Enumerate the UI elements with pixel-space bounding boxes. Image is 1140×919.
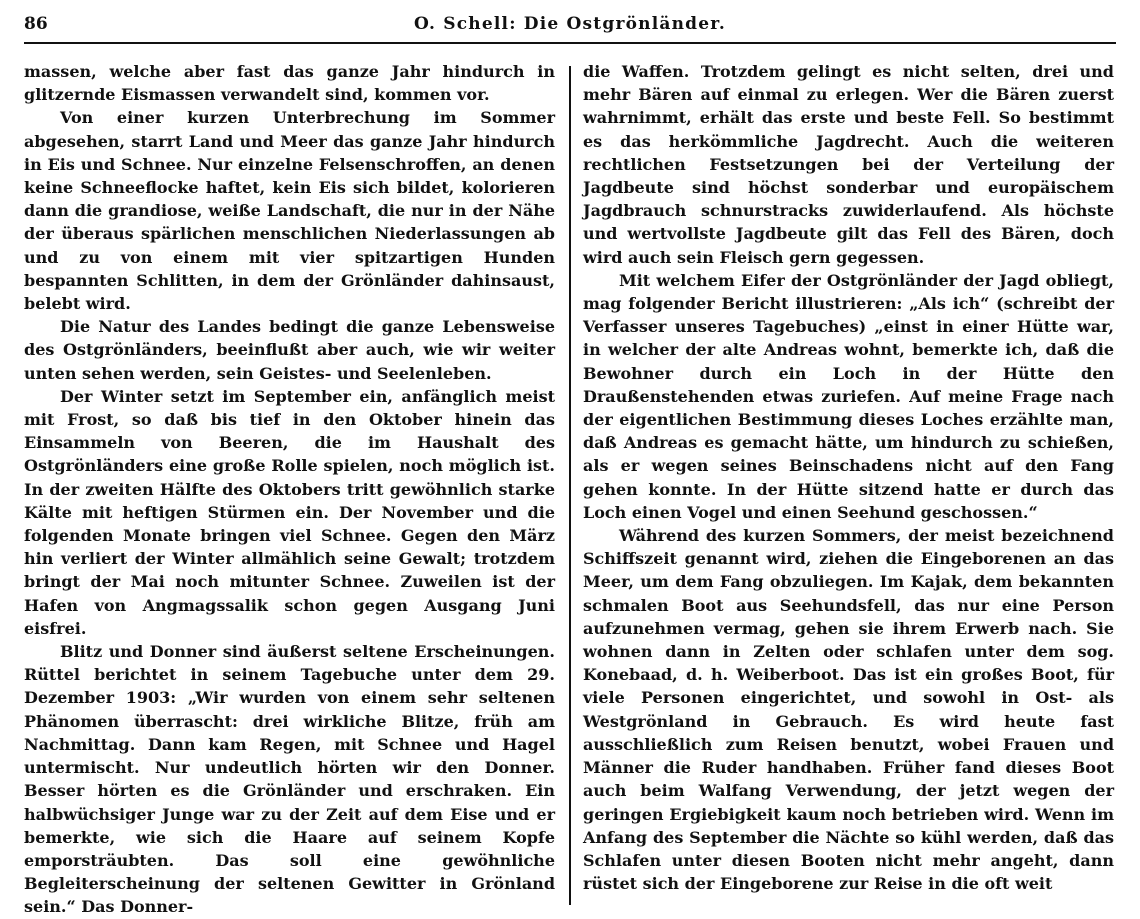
page-number: 86 (24, 14, 48, 34)
left-column (24, 60, 555, 917)
paragraph: Während des kurzen Sommers, der meist bezeichnend Schiffszeit genannt wird, ziehen die Eingeborenen an das Meer, um dem Fang obzuliegen. Im Kajak, dem bekannten schmalen Boot aus Seehundsfell, das nur eine Person aufzunehmen vermag, gehen sie ihrem Erwerb nach. Sie wohnen dann in Zelten oder schlafen unter dem sog. Konebaad, d. h. Weiberboot. Das ist ein großes Boot, für viele Personen eingerichtet, und sowohl in Ost- als Westgrönland in Gebrauch. Es wird heute fast ausschließlich zum Reisen benutzt, wobei Frauen und Männer die Ruder handhaben. Früher fand dieses Boot auch beim Walfang Verwendung, der jetzt wegen der geringen Ergiebigkeit kaum noch betrieben wird. Wenn im Anfang des September die Nächte so kühl werden, daß das Schlafen unter diesen Booten nicht mehr angeht, dann rüstet sich der Eingeborene zur Reise in die oft weit (583, 526, 1114, 894)
paragraph: Mit welchem Eifer der Ostgrönländer der Jagd obliegt, mag folgender Bericht illustrieren: „Als ich“ (schreibt der Verfasser unseres Tagebuches) „einst in einer Hütte war, in welcher der alte Andreas wohnt, bemerkte ich, daß die Bewohner durch ein Loch in der Hütte den Draußenstehenden etwas zuriefen. Auf meine Frage nach der eigentlichen Bestimmung dieses Loches erzählte man, daß Andreas es gemacht hätte, um hindurch zu schießen, als er wegen seines Beinschadens nicht auf den Fang gehen konnte. In der Hütte sitzend hatte er durch das Loch einen Vogel und einen Seehund geschossen.“ (583, 270, 1114, 522)
running-title: O. Schell: Die Ostgrönländer. (414, 14, 726, 34)
page-header (24, 14, 1116, 44)
right-column (583, 60, 1114, 905)
paragraph: die Waffen. Trotzdem gelingt es nicht selten, drei und mehr Bären auf einmal zu erlegen. Wer die Bären zuerst wahrnimmt, erhält das erste und beste Fell. So bestimmt es das herkömmliche Jagdrecht. Auch die weiteren rechtlichen Festsetzungen bei der Verteilung der Jagdbeute sind höchst sonderbar und europäischem Jagdbrauch schnurstracks zuwiderlaufend. Als höchste und wertvollste Jagdbeute gilt das Fell des Bären, doch wird auch sein Fleisch gern gegessen. (583, 62, 1114, 267)
column-divider (569, 66, 571, 905)
paragraph: Die Natur des Landes bedingt die ganze Lebensweise des Ostgrönländers, beeinflußt aber auch, wie wir weiter unten sehen werden, sein Geistes- und Seelenleben. (24, 317, 555, 383)
paragraph: massen, welche aber fast das ganze Jahr hindurch in glitzernde Eismassen verwandelt sind, kommen vor. (24, 62, 555, 105)
paragraph: Der Winter setzt im September ein, anfänglich meist mit Frost, so daß bis tief in den Oktober hinein das Einsammeln von Beeren, die im Haushalt des Ostgrönländers eine große Rolle spielen, noch möglich ist. In der zweiten Hälfte des Oktobers tritt gewöhnlich starke Kälte mit heftigen Stürmen ein. Der November und die folgenden Monate bringen viel Schnee. Gegen den März hin verliert der Winter allmählich seine Gewalt; trotzdem bringt der Mai noch mitunter Schnee. Zuweilen ist der Hafen von Angmagssalik schon gegen Ausgang Juni eisfrei. (24, 386, 555, 638)
paragraph: Blitz und Donner sind äußerst seltene Erscheinungen. Rüttel berichtet in seinem Tagebuche unter dem 29. Dezember 1903: „Wir wurden von einem sehr seltenen Phänomen überrascht: drei wirkliche Blitze, früh am Nachmittag. Dann kam Regen, mit Schnee und Hagel untermischt. Nur undeutlich hörten wir den Donner. Besser hörten es die Grönländer und erschraken. Ein halbwüchsiger Junge war zu der Zeit auf dem Eise und er bemerkte, wie sich die Haare auf seinem Kopfe emporsträubten. Das soll eine gewöhnliche Begleiterscheinung der seltenen Gewitter in Grönland sein.“ Das Donner- (24, 642, 555, 917)
paragraph: Von einer kurzen Unterbrechung im Sommer abgesehen, starrt Land und Meer das ganze Jahr hindurch in Eis und Schnee. Nur einzelne Felsenschroffen, an denen keine Schneeflocke haftet, kein Eis sich bildet, kolorieren dann die grandiose, weiße Landschaft, die nur in der Nähe der überaus spärlichen menschlichen Niederlassungen ab und zu von einem mit vier spitzartigen Hunden bespannten Schlitten, in dem der Grönländer dahinsaust, belebt wird. (24, 108, 555, 314)
